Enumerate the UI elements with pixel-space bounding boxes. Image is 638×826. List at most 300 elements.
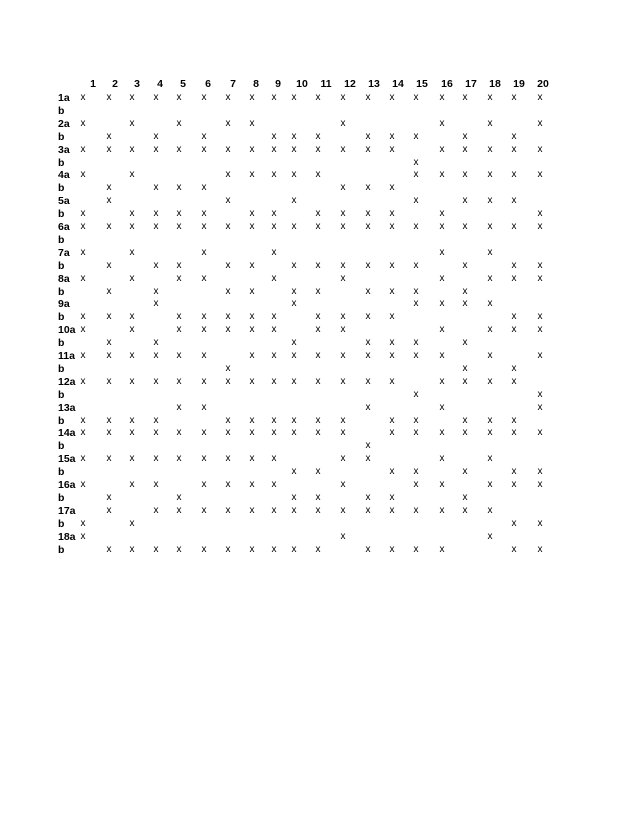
cell-mark: x (176, 221, 182, 232)
cell-mark: x (462, 337, 468, 349)
cell-mark: x (201, 453, 207, 465)
cell-mark: x (201, 543, 207, 555)
cell-mark: x (537, 517, 543, 529)
row-label: b (58, 104, 65, 117)
cell-mark: x (462, 362, 468, 374)
cell-mark: x (511, 427, 517, 439)
cell-mark: x (225, 453, 231, 465)
row-label: 2a (58, 117, 70, 130)
cell-mark: x (537, 221, 543, 232)
cell-mark: x (487, 453, 493, 465)
cell-mark: x (106, 491, 112, 503)
row-label: 1a (58, 92, 70, 104)
cell-mark: x (201, 221, 207, 232)
cell-mark: x (201, 324, 207, 336)
cell-mark: x (201, 130, 207, 142)
cell-mark: x (315, 130, 321, 142)
row-label: b (58, 233, 65, 246)
cell-mark: x (413, 298, 419, 310)
cell-mark: x (340, 375, 346, 387)
cell-mark: x (249, 259, 255, 271)
cell-mark: x (249, 324, 255, 336)
cell-mark: x (106, 453, 112, 465)
row-label: 17a (58, 504, 76, 517)
cell-mark: x (413, 221, 419, 232)
cell-mark: x (537, 350, 543, 361)
cell-mark: x (176, 375, 182, 387)
cell-mark: x (487, 272, 493, 284)
cell-mark: x (80, 479, 86, 490)
cell-mark: x (225, 92, 231, 103)
cell-mark: x (487, 117, 493, 129)
cell-mark: x (365, 491, 371, 503)
column-header-1: 1 (90, 78, 96, 90)
cell-mark: x (537, 208, 543, 220)
cell-mark: x (291, 285, 297, 297)
cell-mark: x (176, 427, 182, 439)
row-label: 7a (58, 246, 70, 259)
cell-mark: x (462, 259, 468, 271)
cell-mark: x (365, 130, 371, 142)
cell-mark: x (340, 414, 346, 426)
cell-mark: x (225, 221, 231, 232)
cell-mark: x (129, 427, 135, 439)
cell-mark: x (439, 221, 445, 232)
cell-mark: x (225, 169, 231, 181)
cell-mark: x (176, 504, 182, 516)
cell-mark: x (106, 427, 112, 439)
cell-mark: x (129, 272, 135, 284)
cell-mark: x (271, 479, 277, 490)
cell-mark: x (225, 479, 231, 490)
cell-mark: x (225, 543, 231, 555)
cell-mark: x (462, 143, 468, 155)
cell-mark: x (271, 130, 277, 142)
cell-mark: x (462, 491, 468, 503)
row-label: b (58, 285, 65, 298)
cell-mark: x (225, 311, 231, 323)
cell-mark: x (153, 92, 159, 103)
cell-mark: x (389, 221, 395, 232)
cell-mark: x (365, 504, 371, 516)
cell-mark: x (340, 259, 346, 271)
cell-mark: x (291, 92, 297, 103)
cell-mark: x (315, 259, 321, 271)
cell-mark: x (511, 259, 517, 271)
cell-mark: x (439, 543, 445, 555)
cell-mark: x (537, 479, 543, 490)
cell-mark: x (487, 143, 493, 155)
column-header-3: 3 (134, 78, 140, 90)
cell-mark: x (176, 350, 182, 361)
cell-mark: x (80, 427, 86, 439)
row-label: b (58, 388, 65, 401)
cell-mark: x (340, 182, 346, 194)
cell-mark: x (487, 530, 493, 542)
cell-mark: x (80, 375, 86, 387)
cell-mark: x (462, 414, 468, 426)
cell-mark: x (511, 272, 517, 284)
cell-mark: x (291, 427, 297, 439)
cell-mark: x (389, 259, 395, 271)
cell-mark: x (225, 143, 231, 155)
cell-mark: x (315, 414, 321, 426)
cell-mark: x (153, 259, 159, 271)
cell-mark: x (129, 453, 135, 465)
cell-mark: x (413, 130, 419, 142)
row-label: b (58, 337, 65, 350)
cell-mark: x (439, 143, 445, 155)
cell-mark: x (106, 311, 112, 323)
cell-mark: x (439, 375, 445, 387)
column-header-14: 14 (392, 78, 404, 90)
cell-mark: x (80, 272, 86, 284)
cell-mark: x (80, 311, 86, 323)
cell-mark: x (365, 143, 371, 155)
cell-mark: x (487, 350, 493, 361)
column-header-13: 13 (368, 78, 380, 90)
cell-mark: x (315, 143, 321, 155)
cell-mark: x (129, 92, 135, 103)
cell-mark: x (365, 221, 371, 232)
cell-mark: x (439, 427, 445, 439)
cell-mark: x (249, 350, 255, 361)
cell-mark: x (537, 466, 543, 478)
cell-mark: x (129, 169, 135, 181)
cell-mark: x (487, 479, 493, 490)
cell-mark: x (413, 169, 419, 181)
row-label: b (58, 414, 65, 427)
cell-mark: x (389, 375, 395, 387)
cell-mark: x (365, 285, 371, 297)
row-label: 4a (58, 169, 70, 182)
cell-mark: x (315, 375, 321, 387)
cell-mark: x (176, 92, 182, 103)
cell-mark: x (249, 427, 255, 439)
row-label: 11a (58, 350, 75, 362)
cell-mark: x (291, 169, 297, 181)
cell-mark: x (271, 311, 277, 323)
cell-mark: x (249, 208, 255, 220)
cell-mark: x (271, 504, 277, 516)
cell-mark: x (271, 324, 277, 336)
row-label: 14a (58, 427, 76, 440)
cell-mark: x (537, 311, 543, 323)
cell-mark: x (129, 350, 135, 361)
column-header-7: 7 (230, 78, 236, 90)
cell-mark: x (439, 324, 445, 336)
cell-mark: x (439, 92, 445, 103)
cell-mark: x (537, 543, 543, 555)
cell-mark: x (153, 221, 159, 232)
cell-mark: x (462, 427, 468, 439)
cell-mark: x (106, 337, 112, 349)
cell-mark: x (176, 259, 182, 271)
cell-mark: x (315, 221, 321, 232)
cell-mark: x (176, 208, 182, 220)
cell-mark: x (315, 311, 321, 323)
cell-mark: x (413, 195, 419, 207)
row-label: b (58, 466, 65, 479)
cell-mark: x (413, 156, 419, 168)
cell-mark: x (291, 504, 297, 516)
cell-mark: x (315, 285, 321, 297)
column-header-9: 9 (275, 78, 281, 90)
cell-mark: x (462, 130, 468, 142)
cell-mark: x (249, 92, 255, 103)
cell-mark: x (511, 169, 517, 181)
cell-mark: x (106, 259, 112, 271)
row-label: 5a (58, 195, 70, 208)
cell-mark: x (413, 414, 419, 426)
cell-mark: x (249, 117, 255, 129)
cell-mark: x (106, 504, 112, 516)
cell-mark: x (511, 479, 517, 490)
cell-mark: x (201, 311, 207, 323)
row-label: b (58, 362, 65, 375)
cell-mark: x (340, 479, 346, 490)
cell-mark: x (462, 169, 468, 181)
cell-mark: x (365, 440, 371, 452)
cell-mark: x (176, 117, 182, 129)
cell-mark: x (315, 208, 321, 220)
cell-mark: x (439, 504, 445, 516)
cell-mark: x (511, 311, 517, 323)
cell-mark: x (389, 491, 395, 503)
cell-mark: x (413, 92, 419, 103)
cell-mark: x (80, 117, 86, 129)
cell-mark: x (315, 491, 321, 503)
cell-mark: x (365, 311, 371, 323)
cell-mark: x (225, 414, 231, 426)
cell-mark: x (413, 504, 419, 516)
cell-mark: x (153, 375, 159, 387)
cell-mark: x (291, 143, 297, 155)
cell-mark: x (153, 298, 159, 310)
cell-mark: x (537, 427, 543, 439)
row-label: b (58, 182, 65, 195)
cell-mark: x (249, 414, 255, 426)
cell-mark: x (389, 543, 395, 555)
cell-mark: x (106, 285, 112, 297)
cell-mark: x (249, 169, 255, 181)
row-label: 8a (58, 272, 70, 285)
row-label: b (58, 543, 65, 556)
cell-mark: x (462, 195, 468, 207)
row-label: 12a (58, 375, 76, 388)
column-header-15: 15 (416, 78, 428, 90)
cell-mark: x (153, 414, 159, 426)
row-label: 13a (58, 401, 76, 414)
cell-mark: x (487, 504, 493, 516)
cell-mark: x (225, 324, 231, 336)
cell-mark: x (225, 117, 231, 129)
cell-mark: x (129, 208, 135, 220)
cell-mark: x (389, 143, 395, 155)
cell-mark: x (365, 92, 371, 103)
cell-mark: x (271, 208, 277, 220)
cell-mark: x (315, 350, 321, 361)
cell-mark: x (80, 169, 86, 181)
cell-mark: x (365, 453, 371, 465)
cell-mark: x (201, 350, 207, 361)
cell-mark: x (487, 246, 493, 258)
cell-mark: x (340, 427, 346, 439)
column-header-8: 8 (253, 78, 259, 90)
cell-mark: x (511, 466, 517, 478)
row-label: 6a (58, 221, 70, 233)
cell-mark: x (249, 285, 255, 297)
cell-mark: x (129, 517, 135, 529)
cell-mark: x (249, 311, 255, 323)
cell-mark: x (315, 427, 321, 439)
cell-mark: x (462, 466, 468, 478)
cell-mark: x (511, 517, 517, 529)
cell-mark: x (511, 92, 517, 103)
row-label: b (58, 259, 65, 272)
cell-mark: x (413, 479, 419, 490)
cell-mark: x (291, 375, 297, 387)
cell-mark: x (487, 195, 493, 207)
cell-mark: x (80, 221, 86, 232)
cell-mark: x (201, 479, 207, 490)
column-header-17: 17 (465, 78, 477, 90)
cell-mark: x (153, 130, 159, 142)
cell-mark: x (389, 130, 395, 142)
cell-mark: x (153, 543, 159, 555)
cell-mark: x (439, 350, 445, 361)
cell-mark: x (176, 311, 182, 323)
cell-mark: x (249, 453, 255, 465)
cell-mark: x (487, 414, 493, 426)
cell-mark: x (340, 117, 346, 129)
cell-mark: x (537, 324, 543, 336)
cell-mark: x (129, 246, 135, 258)
cell-mark: x (291, 414, 297, 426)
cell-mark: x (413, 285, 419, 297)
cell-mark: x (225, 259, 231, 271)
cell-mark: x (439, 272, 445, 284)
cell-mark: x (389, 311, 395, 323)
cell-mark: x (106, 143, 112, 155)
cell-mark: x (511, 195, 517, 207)
row-label: 3a (58, 143, 70, 156)
cell-mark: x (153, 337, 159, 349)
cell-mark: x (271, 246, 277, 258)
cell-mark: x (153, 453, 159, 465)
cell-mark: x (106, 195, 112, 207)
row-label: b (58, 491, 65, 504)
cell-mark: x (315, 92, 321, 103)
column-header-16: 16 (441, 78, 453, 90)
cell-mark: x (365, 350, 371, 361)
cell-mark: x (201, 427, 207, 439)
cell-mark: x (80, 246, 86, 258)
cell-mark: x (365, 182, 371, 194)
cell-mark: x (462, 375, 468, 387)
column-header-11: 11 (320, 78, 332, 90)
cell-mark: x (511, 375, 517, 387)
row-label: 18a (58, 530, 76, 543)
cell-mark: x (291, 491, 297, 503)
cell-mark: x (225, 504, 231, 516)
cell-mark: x (439, 117, 445, 129)
cell-mark: x (537, 169, 543, 181)
cell-mark: x (511, 130, 517, 142)
column-header-20: 20 (537, 78, 549, 90)
cell-mark: x (315, 466, 321, 478)
cell-mark: x (176, 453, 182, 465)
cell-mark: x (439, 298, 445, 310)
cell-mark: x (291, 221, 297, 232)
cell-mark: x (340, 311, 346, 323)
cell-mark: x (153, 143, 159, 155)
cell-mark: x (249, 143, 255, 155)
cell-mark: x (225, 362, 231, 374)
cell-mark: x (129, 375, 135, 387)
cell-mark: x (271, 221, 277, 232)
cell-mark: x (365, 259, 371, 271)
row-label: b (58, 440, 65, 453)
cell-mark: x (129, 324, 135, 336)
row-label: b (58, 130, 65, 143)
cell-mark: x (129, 117, 135, 129)
cell-mark: x (365, 337, 371, 349)
cell-mark: x (291, 130, 297, 142)
cell-mark: x (129, 311, 135, 323)
cell-mark: x (201, 504, 207, 516)
column-header-6: 6 (205, 78, 211, 90)
cell-mark: x (176, 272, 182, 284)
cell-mark: x (340, 530, 346, 542)
cell-mark: x (487, 169, 493, 181)
cell-mark: x (271, 143, 277, 155)
cell-mark: x (249, 375, 255, 387)
cell-mark: x (106, 375, 112, 387)
cell-mark: x (176, 143, 182, 155)
cell-mark: x (413, 350, 419, 361)
cell-mark: x (271, 169, 277, 181)
cell-mark: x (413, 427, 419, 439)
cell-mark: x (153, 504, 159, 516)
cell-mark: x (249, 221, 255, 232)
cell-mark: x (271, 375, 277, 387)
cell-mark: x (389, 92, 395, 103)
cell-mark: x (389, 414, 395, 426)
cell-mark: x (249, 504, 255, 516)
cell-mark: x (389, 337, 395, 349)
row-label: b (58, 156, 65, 169)
cell-mark: x (340, 92, 346, 103)
cell-mark: x (511, 221, 517, 232)
cell-mark: x (225, 195, 231, 207)
column-header-12: 12 (344, 78, 356, 90)
cell-mark: x (176, 491, 182, 503)
row-label: 9a (58, 298, 70, 311)
cell-mark: x (537, 401, 543, 413)
cell-mark: x (389, 182, 395, 194)
row-label: 15a (58, 453, 76, 466)
cell-mark: x (537, 388, 543, 400)
cell-mark: x (537, 92, 543, 103)
cell-mark: x (439, 169, 445, 181)
cell-mark: x (80, 517, 86, 529)
cell-mark: x (80, 350, 86, 361)
cell-mark: x (413, 466, 419, 478)
cell-mark: x (291, 259, 297, 271)
cell-mark: x (80, 143, 86, 155)
cell-mark: x (365, 208, 371, 220)
